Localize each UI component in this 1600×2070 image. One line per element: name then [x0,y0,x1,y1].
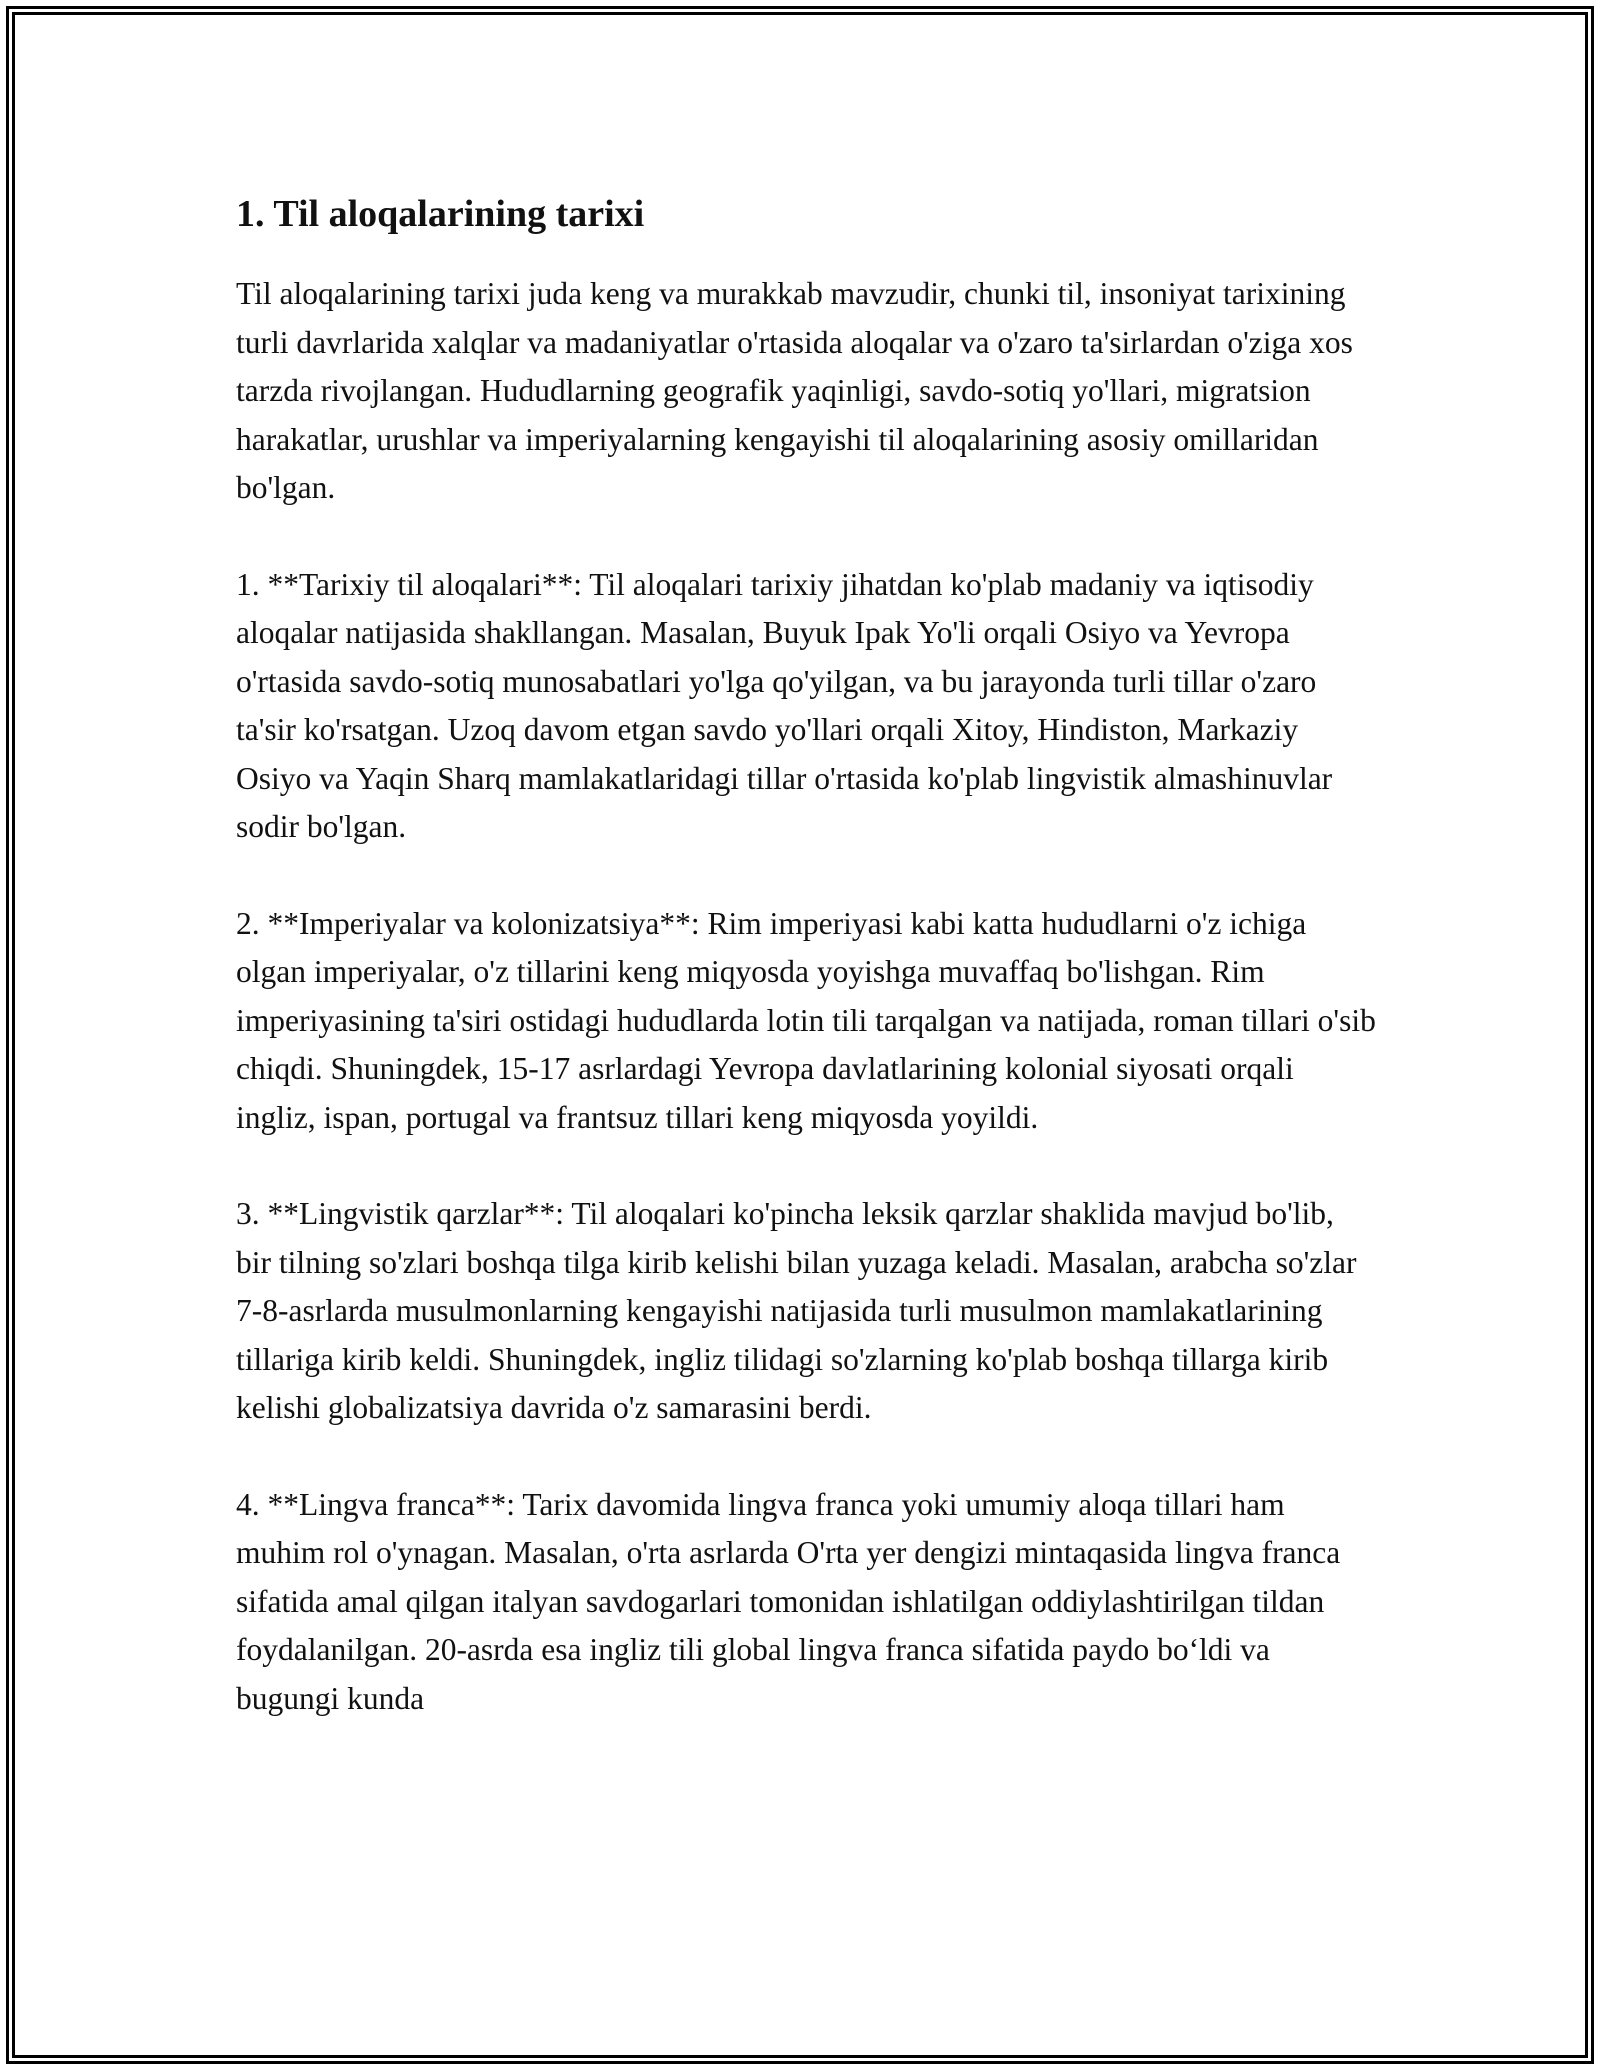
paragraph-imperiyalar-va-kolonizatsiya: 2. **Imperiyalar va kolonizatsiya**: Rim imperiyasi kabi katta hududlarni o'z ichiga olgan imperiyalar, o'z tillarini keng miqyosda yoyishga muvaffaq bo'lishgan. Rim imperiyasining ta'siri ostidagi hududlarda lotin tili tarqalgan va natijada, roman tillari o'sib chiqdi. Shuningdek, 15-17 asrlardagi Yevropa davlatlarining kolonial siyosati orqali ingliz, ispan, portugal va frantsuz tillari keng miqyosda yoyildi. [236,905,1376,1135]
paragraph-tarixiy-til-aloqalari: 1. **Tarixiy til aloqalari**: Til aloqalari tarixiy jihatdan ko'plab madaniy va iqtisodiy aloqalar natijasida shakllangan. Masalan, Buyuk Ipak Yo'li orqali Osiyo va Yevropa o'rtasida savdo-sotiq munosabatlari yo'lga qo'yilgan, va bu jarayonda turli tillar o'zaro ta'sir ko'rsatgan. Uzoq davom etgan savdo yo'llari orqali Xitoy, Hindiston, Markaziy Osiyo va Yaqin Sharq mamlakatlaridagi tillar o'rtasida ko'plab lingvistik almashinuvlar sodir bo'lgan. [236,566,1333,844]
section-title: 1. Til aloqalarining tarixi [236,193,645,235]
paragraph-lingvistik-qarzlar: 3. **Lingvistik qarzlar**: Til aloqalari ko'pincha leksik qarzlar shaklida mavjud bo'lib, bir tilning so'zlari boshqa tilga kirib kelishi bilan yuzaga keladi. Masalan, arabcha so'zlar 7-8-asrlarda musulmonlarning kengayishi natijasida turli musulmon mamlakatlarining tillariga kirib keldi. Shuningdek, ingliz tilidagi so'zlarning ko'plab boshqa tillarga kirib kelishi globalizatsiya davrida o'z samarasini berdi. [236,1196,1357,1425]
paragraph-lingva-franca: 4. **Lingva franca**: Tarix davomida lingva franca yoki umumiy aloqa tillari ham muhim rol o'ynagan. Masalan, o'rta asrlarda O'rta yer dengizi mintaqasida lingva franca sifatida amal qilgan italyan savdogarlari tomonidan ishlatilgan oddiylashtirilgan tildan foydalanilgan. 20-asrda esa ingliz tili global lingva franca sifatida paydo bo‘ldi va bugungi kunda [236,1486,1341,1716]
document-body [236,190,1376,1771]
intro-paragraph: Til aloqalarining tarixi juda keng va murakkab mavzudir, chunki til, insoniyat tarixining turli davrlarida xalqlar va madaniyatlar o'rtasida aloqalar va o'zaro ta'sirlardan o'ziga xos tarzda rivojlangan. Hududlarning geografik yaqinligi, savdo-sotiq yo'llari, migratsion harakatlar, urushlar va imperiyalarning kengayishi til aloqalarining asosiy omillaridan bo'lgan. [236,276,1353,505]
